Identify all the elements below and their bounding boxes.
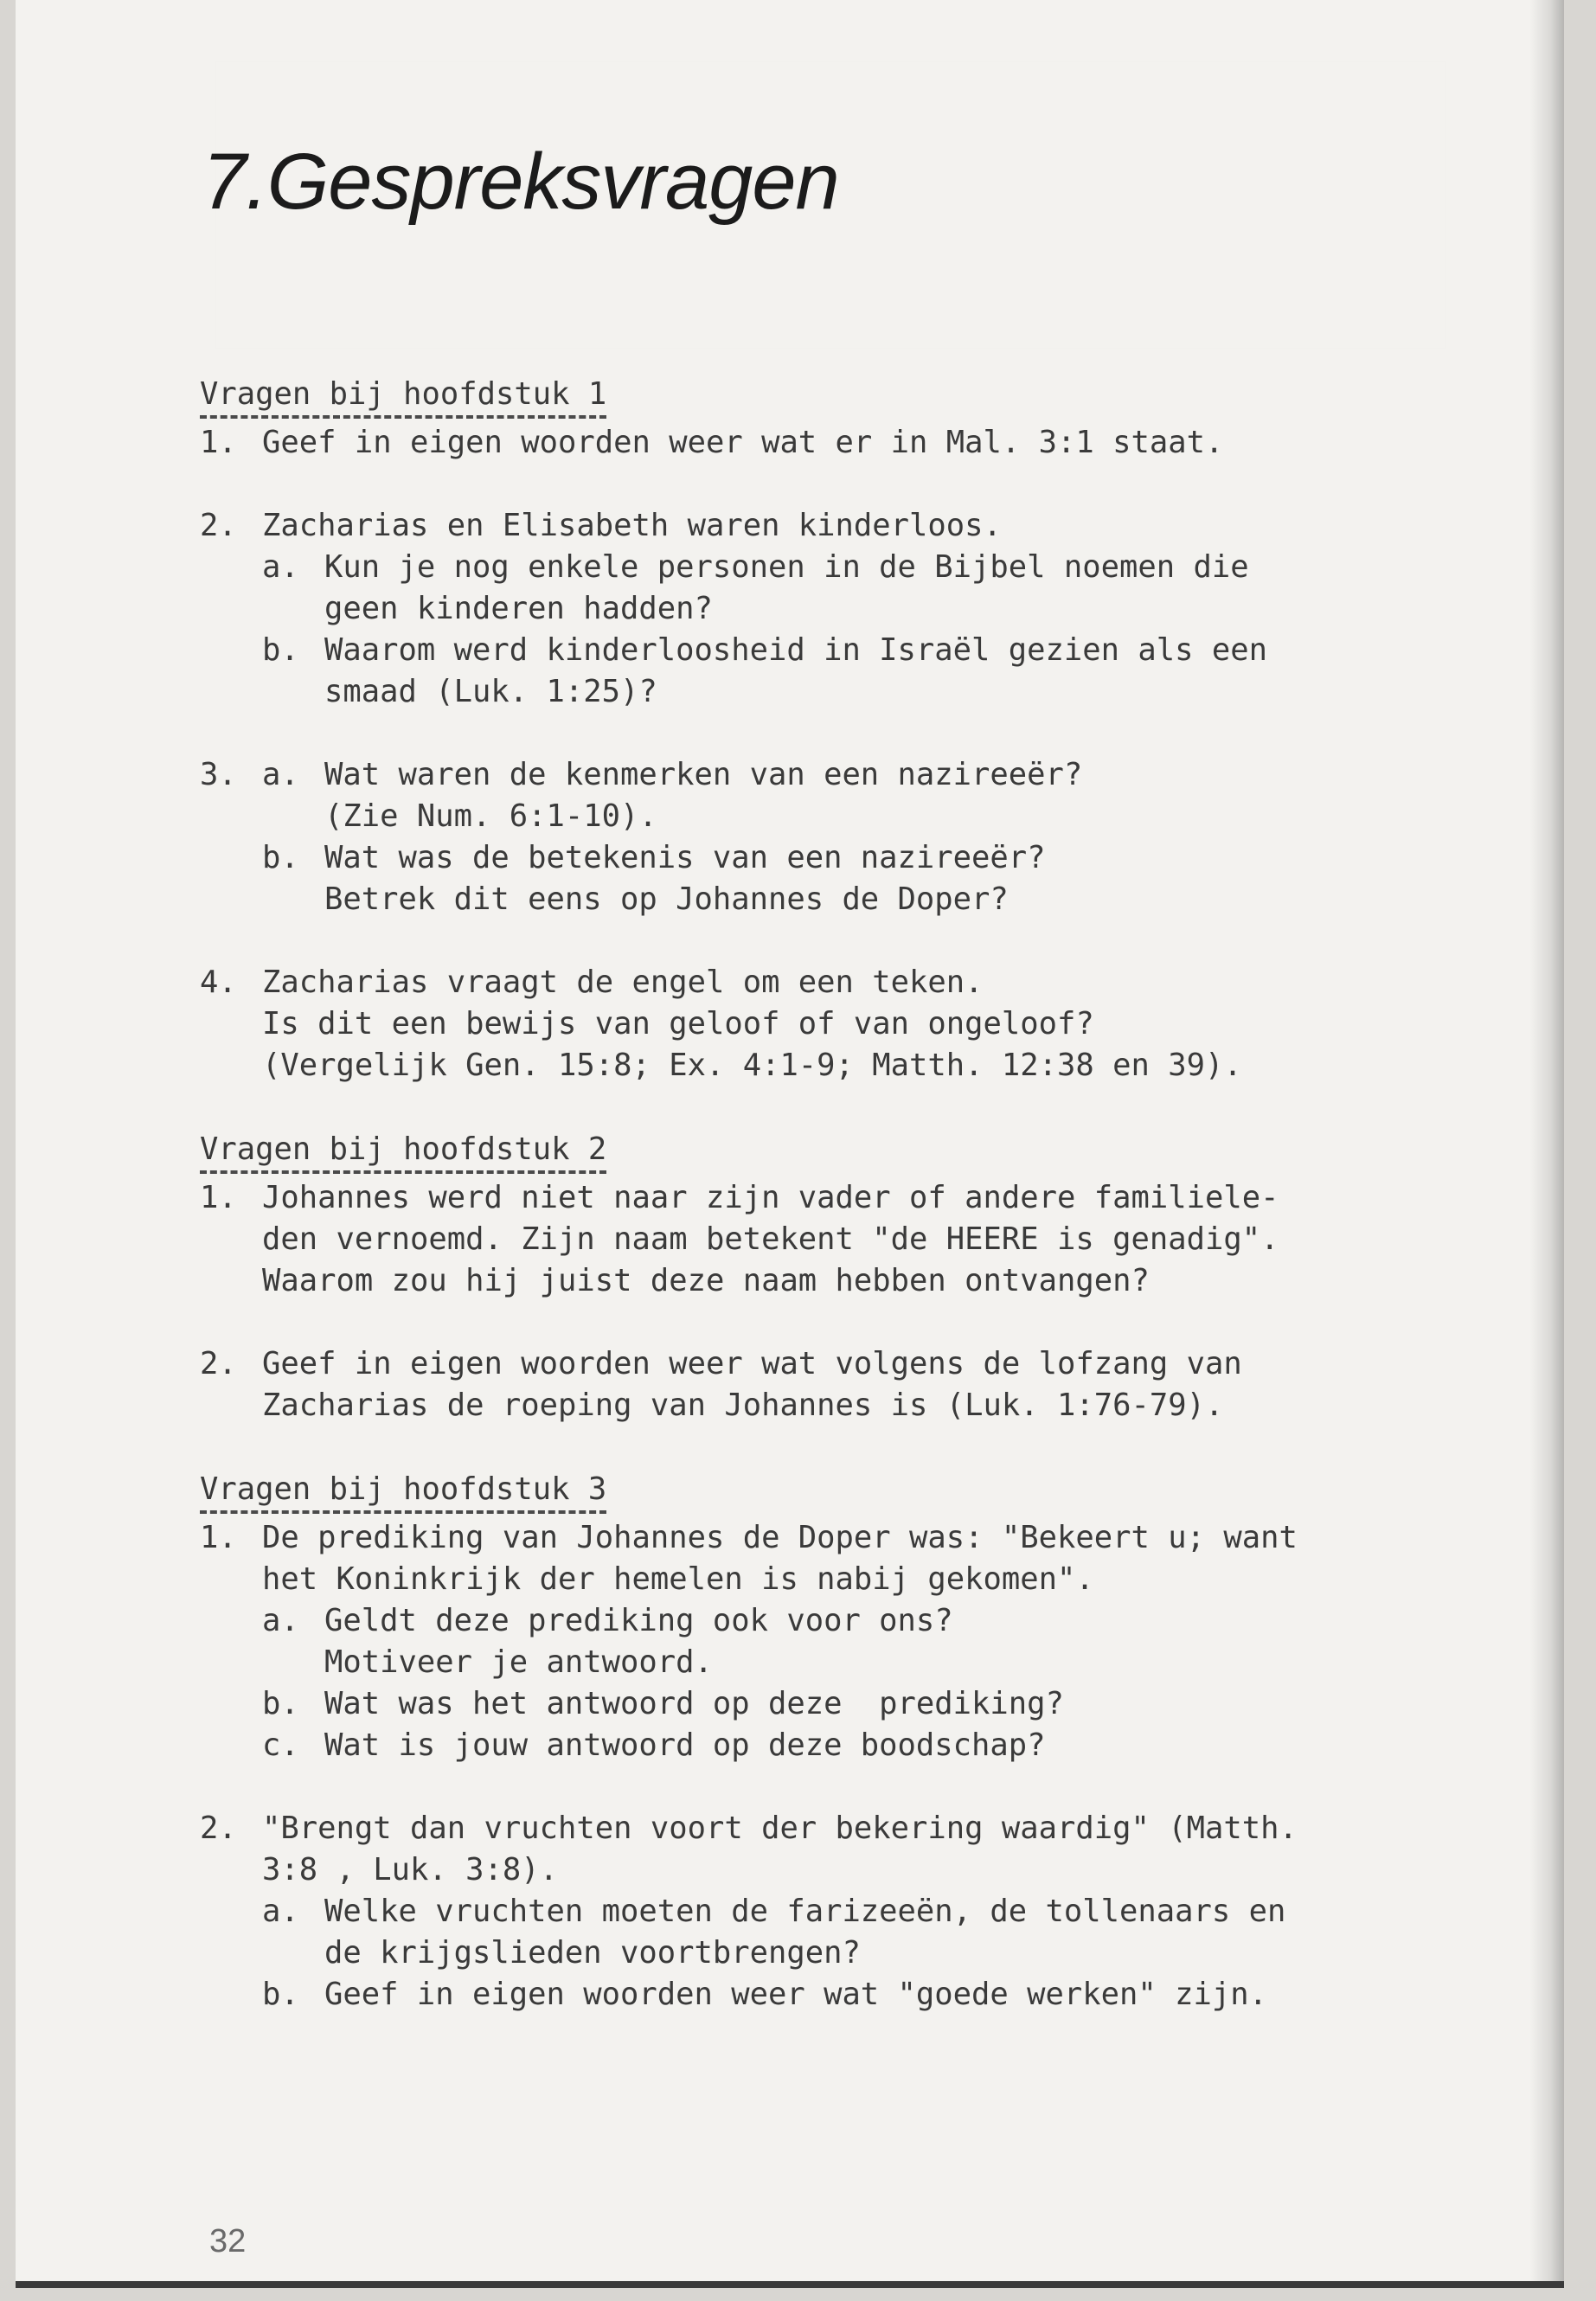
question-number: 2. <box>200 1811 237 1846</box>
sub-question-body <box>324 1974 1471 2016</box>
question-text-line: Johannes werd niet naar zijn vader of andere familiele- <box>262 1180 1279 1215</box>
sub-question-body <box>324 837 1471 920</box>
question-text-line: het Koninkrijk der hemelen is nabij gekomen". <box>262 1561 1094 1597</box>
sub-question-text-line: Welke vruchten moeten de farizeeën, de tollenaars en <box>324 1894 1286 1929</box>
question-text-line: Zacharias vraagt de engel om een teken. <box>262 965 984 1000</box>
question-body <box>262 1177 1471 1302</box>
question-item <box>200 1517 1471 1766</box>
sub-question-text-line: Wat was het antwoord op deze prediking? <box>324 1686 1064 1721</box>
question-body <box>262 1808 1471 2016</box>
question-text-line: Zacharias de roeping van Johannes is (Luk. 1:76-79). <box>262 1388 1224 1423</box>
question-number: 3. <box>200 757 237 792</box>
sub-question-text-line: Betrek dit eens op Johannes de Doper? <box>324 881 1009 917</box>
sub-question-body <box>324 754 1471 837</box>
question-body <box>262 1517 1471 1766</box>
question-text-line: Geef in eigen woorden weer wat er in Mal. 3:1 staat. <box>262 425 1224 460</box>
sub-question-body <box>324 1891 1471 1974</box>
question-body <box>262 1343 1471 1426</box>
sub-question <box>262 1683 1471 1725</box>
question-body <box>262 962 1471 1086</box>
sub-question-body <box>324 1683 1471 1725</box>
question-text-line: 3:8 , Luk. 3:8). <box>262 1852 558 1888</box>
sub-question-body <box>324 547 1471 630</box>
section-heading: Vragen bij hoofdstuk 1 <box>200 374 606 419</box>
sub-question-text-line: Motiveer je antwoord. <box>324 1644 713 1680</box>
question-number: 4. <box>200 965 237 1000</box>
sub-question-letter: c. <box>262 1727 299 1763</box>
page-number: 32 <box>209 2223 247 2259</box>
sub-question <box>262 1891 1471 1974</box>
sub-question <box>262 1600 1471 1683</box>
question-item <box>200 1343 1471 1426</box>
sub-question <box>262 1974 1471 2016</box>
question-text-line: Is dit een bewijs van geloof of van ongeloof? <box>262 1006 1094 1042</box>
question-number: 2. <box>200 508 237 543</box>
question-number: 2. <box>200 1346 237 1381</box>
sub-question-letter: b. <box>262 840 299 875</box>
question-body <box>262 754 1471 920</box>
question-text-line: (Vergelijk Gen. 15:8; Ex. 4:1-9; Matth. 12:38 en 39). <box>262 1048 1242 1083</box>
sub-question-letter: b. <box>262 1977 299 2012</box>
sub-question <box>262 630 1471 713</box>
sub-question-body <box>324 1600 1471 1683</box>
page-bottom-edge <box>16 2281 1564 2288</box>
sub-question-text-line: smaad (Luk. 1:25)? <box>324 674 657 709</box>
sub-question-text-line: (Zie Num. 6:1-10). <box>324 798 657 834</box>
sub-question-text-line: de krijgslieden voortbrengen? <box>324 1935 861 1971</box>
question-number: 1. <box>200 1520 237 1555</box>
section-hoofdstuk-1 <box>200 374 1471 1086</box>
sub-question <box>262 1725 1471 1766</box>
sub-question-letter: a. <box>262 757 299 792</box>
sub-question-letter: a. <box>262 1603 299 1638</box>
section-hoofdstuk-3 <box>200 1469 1471 2016</box>
sub-question-letter: a. <box>262 1894 299 1929</box>
section-heading: Vragen bij hoofdstuk 2 <box>200 1129 606 1174</box>
question-text-line: De prediking van Johannes de Doper was: "Bekeert u; want <box>262 1520 1298 1555</box>
question-number: 1. <box>200 1180 237 1215</box>
sub-question-text-line: Waarom werd kinderloosheid in Israël gezien als een <box>324 632 1268 668</box>
question-body <box>262 422 1471 464</box>
sub-question-letter: b. <box>262 632 299 668</box>
sub-question-text-line: Wat was de betekenis van een nazireeër? <box>324 840 1046 875</box>
question-item <box>200 1808 1471 2016</box>
question-body <box>262 505 1471 713</box>
question-text-line: den vernoemd. Zijn naam betekent "de HEERE is genadig". <box>262 1221 1279 1257</box>
question-item <box>200 962 1471 1086</box>
sub-question-letter: b. <box>262 1686 299 1721</box>
question-number: 1. <box>200 425 237 460</box>
sub-question-text-line: Wat is jouw antwoord op deze boodschap? <box>324 1727 1046 1763</box>
section-hoofdstuk-2 <box>200 1129 1471 1426</box>
question-item <box>200 1177 1471 1302</box>
question-text-line: "Brengt dan vruchten voort der bekering waardig" (Matth. <box>262 1811 1298 1846</box>
sub-question <box>262 754 1471 837</box>
sub-question-text-line: Geldt deze prediking ook voor ons? <box>324 1603 953 1638</box>
section-heading: Vragen bij hoofdstuk 3 <box>200 1469 606 1514</box>
sub-question-text-line: Kun je nog enkele personen in de Bijbel noemen die <box>324 549 1249 585</box>
question-text-line: Zacharias en Elisabeth waren kinderloos. <box>262 508 1002 543</box>
question-list <box>200 374 1471 2058</box>
binding-shadow <box>1529 0 1564 2288</box>
sub-question <box>262 547 1471 630</box>
sub-question-text-line: geen kinderen hadden? <box>324 591 713 626</box>
sub-question-body <box>324 630 1471 713</box>
question-item <box>200 754 1471 920</box>
sub-question <box>262 837 1471 920</box>
sub-question-letter: a. <box>262 549 299 585</box>
question-item <box>200 422 1471 464</box>
sub-question-text-line: Geef in eigen woorden weer wat "goede werken" zijn. <box>324 1977 1268 2012</box>
question-text-line: Waarom zou hij juist deze naam hebben ontvangen? <box>262 1263 1150 1298</box>
sub-question-body <box>324 1725 1471 1766</box>
page <box>16 0 1564 2288</box>
question-text-line: Geef in eigen woorden weer wat volgens de lofzang van <box>262 1346 1242 1381</box>
sub-question-text-line: Wat waren de kenmerken van een nazireeër? <box>324 757 1083 792</box>
question-item <box>200 505 1471 713</box>
chapter-title: 7.Gespreksvragen <box>202 138 839 226</box>
